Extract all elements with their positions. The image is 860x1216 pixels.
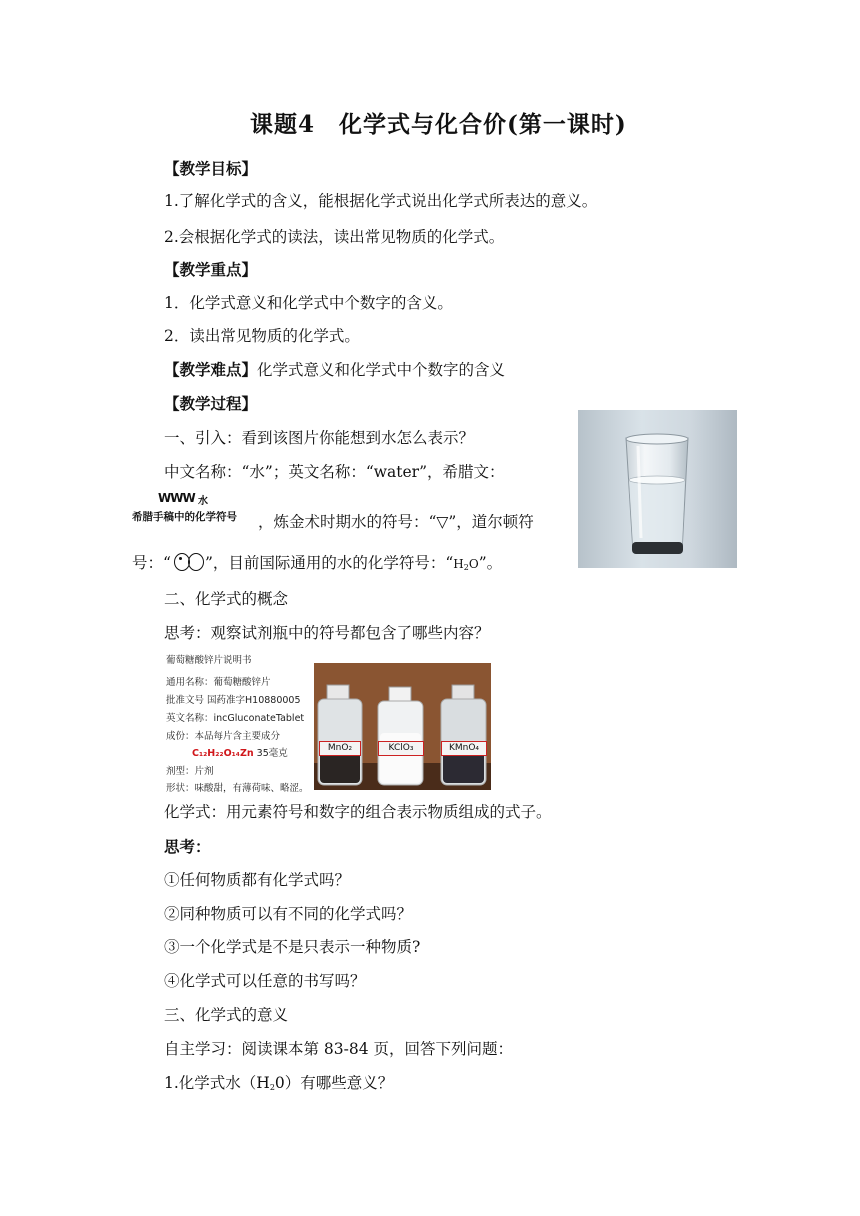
question-2: ②同种物质可以有不同的化学式吗？ [164, 905, 413, 923]
section-heading-goals: 【教学目标】 [164, 159, 258, 178]
section-heading-2: 二、化学式的概念 [164, 590, 289, 608]
leaflet-title: 葡萄糖酸锌片说明书 [166, 655, 252, 666]
section-heading-key: 【教学重点】 [164, 260, 258, 279]
water-glass-photo [578, 410, 737, 568]
section-heading-process: 【教学过程】 [164, 394, 258, 413]
reagent-bottles-photo [314, 663, 491, 790]
bottle-label-1: MnO₂ [319, 741, 361, 756]
leaflet-formula-line [192, 745, 288, 759]
zinc-gluconate-leaflet [164, 652, 314, 792]
meaning-question-1: 1.化学式水（H20）有哪些意义？ [164, 1074, 394, 1092]
leaflet-dose: 35毫克 [256, 748, 288, 759]
bottle-label-3: KMnO₄ [441, 741, 487, 756]
greek-symbol-char: 水 [198, 496, 208, 507]
leaflet-line-5: 剂型：片剂 [166, 766, 214, 777]
h2o-formula: H2O [453, 557, 479, 572]
leaflet-formula: C₁₂H₂₂O₁₄Zn [192, 748, 254, 759]
bottles-illustration [314, 663, 491, 790]
difficulty-text: 化学式意义和化学式中个数字的含义 [257, 361, 506, 379]
question-3: ③一个化学式是不是只表示一种物质? [164, 938, 421, 956]
dalton-suffix: ”，目前国际通用的水的化学符号：“ [204, 554, 454, 572]
dalton-water-icon [171, 553, 205, 571]
question-1: ①任何物质都有化学式吗？ [164, 871, 351, 889]
self-study-line: 自主学习：阅读课本第 83-84 页，回答下列问题： [164, 1040, 514, 1058]
goal-item-1: 1.了解化学式的含义，能根据化学式说出化学式所表达的意义。 [164, 192, 598, 210]
leaflet-line-6: 形状：味酸甜，有薄荷味、略涩。 [166, 783, 309, 794]
dalton-line [132, 551, 502, 573]
goal-item-2: 2.会根据化学式的读法，读出常见物质的化学式。 [164, 228, 505, 246]
section-heading-3: 三、化学式的意义 [164, 1006, 289, 1024]
names-line: 中文名称：“水”；英文名称：“water”，希腊文： [164, 463, 505, 481]
question-4: ④化学式可以任意的书写吗？ [164, 972, 366, 990]
page-title: 课题4 化学式与化合价(第一课时) [250, 111, 627, 138]
intro-line: 一、引入：看到该图片你能想到水怎么表示？ [164, 429, 475, 447]
leaflet-line-1: 通用名称：葡萄糖酸锌片 [166, 677, 271, 688]
think-bottles-line: 思考：观察试剂瓶中的符号都包含了哪些内容？ [164, 624, 490, 642]
leaflet-line-4: 成份：本品每片含主要成分 [166, 731, 281, 742]
alchemy-line: ，炼金术时期水的符号：“▽”，道尔顿符 [258, 513, 534, 531]
definition-line: 化学式：用元素符号和数字的组合表示物质组成的式子。 [164, 803, 552, 821]
think-label: 思考： [164, 837, 211, 856]
key-item-1: 1．化学式意义和化学式中个数字的含义。 [164, 294, 453, 312]
greek-wave-symbol: WWW [158, 491, 195, 505]
section-heading-difficulty: 【教学难点】 [164, 360, 258, 379]
dalton-prefix: 号：“ [132, 554, 171, 572]
leaflet-line-3: 英文名称：incGluconateTablet [166, 713, 305, 724]
glass-illustration [578, 410, 737, 568]
greek-symbol-caption: 希腊手稿中的化学符号 [132, 511, 237, 523]
leaflet-line-2: 批准文号 国药准字H10880005 [166, 695, 301, 706]
h2o-end: ”。 [478, 554, 503, 572]
difficulty-line [164, 358, 505, 380]
bottle-label-2: KClO₃ [378, 741, 424, 756]
key-item-2: 2．读出常见物质的化学式。 [164, 327, 360, 345]
greek-symbol-image [132, 491, 257, 525]
